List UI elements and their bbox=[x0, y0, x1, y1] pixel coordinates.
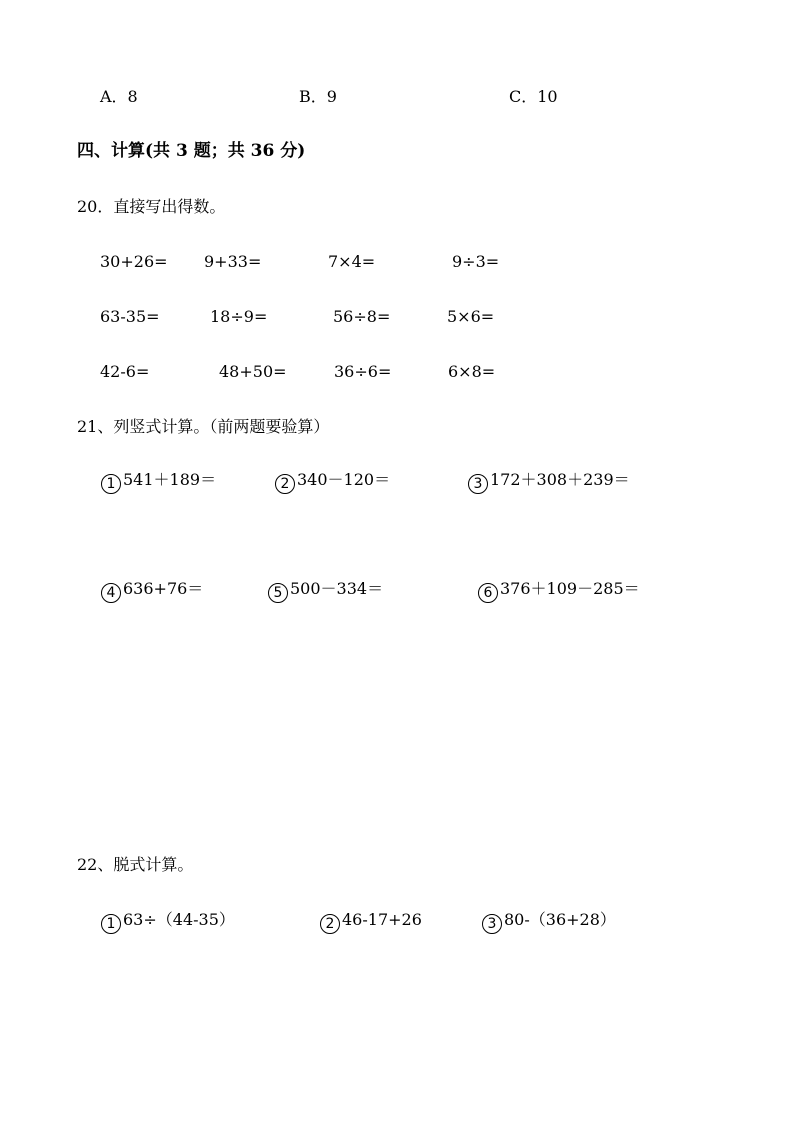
mental-math-item: 18÷9= bbox=[210, 307, 268, 326]
choice-b: B．9 bbox=[299, 87, 337, 106]
calc-expression: 636+76＝ bbox=[123, 579, 204, 598]
step-calc-item bbox=[101, 912, 235, 934]
mental-math-item: 42-6= bbox=[100, 362, 150, 381]
mental-math-item: 30+26= bbox=[100, 252, 168, 271]
circled-number: 6 bbox=[478, 583, 498, 603]
choice-c: C．10 bbox=[509, 87, 558, 106]
circled-number: 3 bbox=[468, 474, 488, 494]
vertical-calc-item bbox=[268, 581, 383, 603]
mental-math-item: 9+33= bbox=[204, 252, 262, 271]
circled-number: 4 bbox=[101, 583, 121, 603]
section-heading: 四、计算(共 3 题；共 36 分) bbox=[77, 141, 306, 161]
circled-number: 1 bbox=[101, 474, 121, 494]
mental-math-item: 6×8= bbox=[448, 362, 496, 381]
vertical-calc-item bbox=[101, 581, 203, 603]
mental-math-item: 56÷8= bbox=[333, 307, 391, 326]
mental-math-item: 63-35= bbox=[100, 307, 160, 326]
mental-math-item: 7×4= bbox=[328, 252, 376, 271]
vertical-calc-item bbox=[275, 472, 390, 494]
mental-math-item: 9÷3= bbox=[452, 252, 500, 271]
question-22-title: 22、脱式计算。 bbox=[77, 855, 194, 874]
circled-number: 3 bbox=[482, 914, 502, 934]
calc-expression: 541＋189＝ bbox=[123, 470, 217, 489]
calc-expression: 80-（36+28） bbox=[504, 910, 616, 929]
circled-number: 1 bbox=[101, 914, 121, 934]
step-calc-item bbox=[482, 912, 616, 934]
mental-math-item: 36÷6= bbox=[334, 362, 392, 381]
step-calc-item bbox=[320, 912, 422, 934]
calc-expression: 46-17+26 bbox=[342, 910, 422, 929]
vertical-calc-item bbox=[478, 581, 640, 603]
mental-math-item: 5×6= bbox=[447, 307, 495, 326]
choice-a: A．8 bbox=[100, 87, 138, 106]
vertical-calc-item bbox=[468, 472, 630, 494]
circled-number: 5 bbox=[268, 583, 288, 603]
calc-expression: 63÷（44-35） bbox=[123, 910, 235, 929]
mental-math-item: 48+50= bbox=[219, 362, 287, 381]
question-21-title: 21、列竖式计算。（前两题要验算） bbox=[77, 417, 330, 436]
calc-expression: 340－120＝ bbox=[297, 470, 391, 489]
calc-expression: 172＋308＋239＝ bbox=[490, 470, 630, 489]
question-20-title: 20．直接写出得数。 bbox=[77, 197, 226, 216]
circled-number: 2 bbox=[320, 914, 340, 934]
calc-expression: 500－334＝ bbox=[290, 579, 384, 598]
vertical-calc-item bbox=[101, 472, 216, 494]
calc-expression: 376＋109－285＝ bbox=[500, 579, 640, 598]
circled-number: 2 bbox=[275, 474, 295, 494]
